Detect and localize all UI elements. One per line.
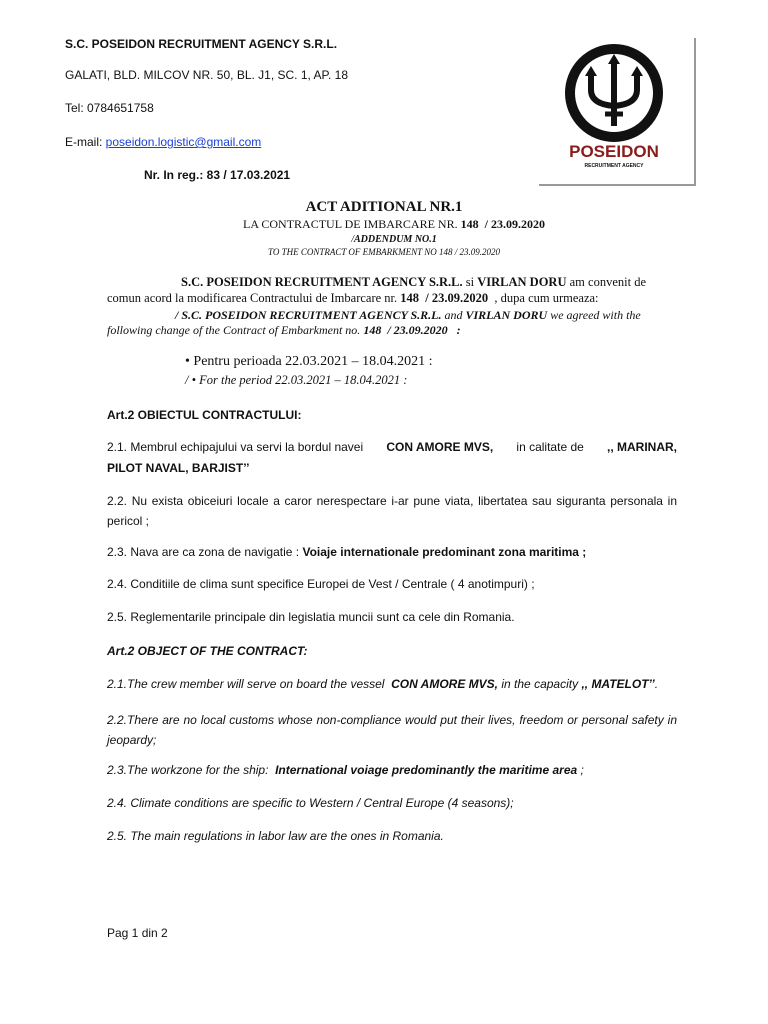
art-ro-heading: Art.2 OBIECTUL CONTRACTULUI:	[107, 408, 302, 422]
document-subtitle: LA CONTRACTUL DE IMBARCARE NR. 148 / 23.09.2020	[243, 217, 545, 231]
art-en-2-3: 2.3.The workzone for the ship: International voiage predominantly the maritime area ;	[107, 763, 584, 777]
company-email	[65, 135, 261, 149]
page-number: Pag 1 din 2	[107, 926, 168, 940]
document-title: ACT ADITIONAL NR.1	[305, 199, 463, 215]
company-logo	[539, 38, 696, 186]
intro-en-line1: / S.C. POSEIDON RECRUITMENT AGENCY S.R.L. and VIRLAN DORU we agreed with the	[175, 308, 641, 322]
trident-logo-icon	[539, 38, 694, 184]
intro-en-line2: following change of the Contract of Embarkment no. 148 / 23.09.2020 :	[107, 323, 461, 337]
art-en-2-4: 2.4. Climate conditions are specific to Western / Central Europe (4 seasons);	[107, 796, 514, 810]
art-ro-2-4: 2.4. Conditiile de clima sunt specifice Europei de Vest / Centrale ( 4 anotimpuri) ;	[107, 577, 535, 591]
intro-ro-line2: comun acord la modificarea Contractului de Imbarcare nr. 148 / 23.09.2020 , dupa cum urmeaza:	[107, 291, 599, 305]
art-en-2-1: 2.1.The crew member will serve on board the vessel CON AMORE MVS, in the capacity ,, MATELOT’’.	[107, 677, 659, 691]
bullet-icon: •	[185, 354, 190, 369]
company-address: GALATI, BLD. MILCOV NR. 50, BL. J1, SC. 1, AP. 18	[65, 68, 349, 82]
art-ro-2-2: 2.2. Nu exista obiceiuri locale a caror nerespectare i-ar pune viata, libertatea sau siguranta personala in pericol ;	[107, 494, 677, 528]
addendum-subtitle: TO THE CONTRACT OF EMBARKMENT NO 148 / 23.09.2020	[267, 247, 501, 257]
art-ro-2-1: 2.1. Membrul echipajului va servi la bordul navei CON AMORE MVS, in calitate de ,, MARINAR, PILOT NAVAL, BARJIST’’	[107, 440, 677, 475]
email-label: E-mail:	[65, 135, 106, 149]
email-link[interactable]: poseidon.logistic@gmail.com	[105, 135, 262, 149]
art-ro-2-5: 2.5. Reglementarile principale din legislatia muncii sunt ca cele din Romania.	[107, 610, 515, 624]
addendum-title: /ADDENDUM NO.1	[351, 234, 437, 245]
registration-number: Nr. In reg.: 83 / 17.03.2021	[144, 168, 291, 182]
art-en-2-2: 2.2.There are no local customs whose non-compliance would put their lives, freedom or personal safety in jeopardy;	[107, 713, 677, 747]
logo-brand: POSEIDON	[569, 142, 659, 161]
art-en-heading: Art.2 OBJECT OF THE CONTRACT:	[107, 644, 308, 658]
period-en: / • For the period 22.03.2021 – 18.04.2021 :	[185, 373, 408, 387]
period-ro: • Pentru perioada 22.03.2021 – 18.04.2021 :	[185, 354, 433, 369]
art-ro-2-3: 2.3. Nava are ca zona de navigatie : Voiaje internationale predominant zona maritima ;	[107, 545, 587, 559]
company-name: S.C. POSEIDON RECRUITMENT AGENCY S.R.L.	[65, 37, 338, 51]
intro-ro-line1: S.C. POSEIDON RECRUITMENT AGENCY S.R.L. si VIRLAN DORU am convenit de	[181, 275, 646, 289]
logo-tagline: RECRUITMENT AGENCY	[584, 163, 644, 169]
company-phone: Tel: 0784651758	[65, 101, 154, 115]
art-en-2-5: 2.5. The main regulations in labor law are the ones in Romania.	[107, 829, 444, 843]
